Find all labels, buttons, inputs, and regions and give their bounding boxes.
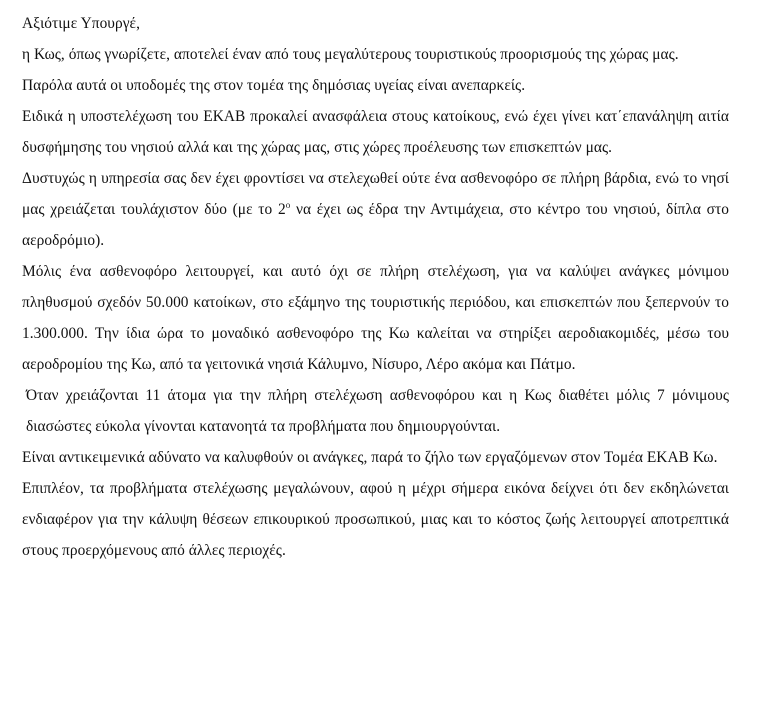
letter-body xyxy=(22,8,729,566)
paragraph-2: Παρόλα αυτά οι υποδομές της στον τομέα της δημόσιας υγείας είναι ανεπαρκείς. xyxy=(22,77,526,94)
paragraph-1: η Κως, όπως γνωρίζετε, αποτελεί έναν από τους μεγαλύτερους τουριστικούς προορισμούς της χώρας μας. xyxy=(22,46,679,63)
salutation: Αξιότιμε Υπουργέ, xyxy=(22,15,140,32)
paragraph-8: Επιπλέον, τα προβλήματα στελέχωσης μεγαλώνουν, αφού η μέχρι σήμερα εικόνα δείχνει ότι δεν εκδηλώνεται ενδιαφέρον για την κάλυψη θέσεων επικουρικού προσωπικού, μιας και το κόστος ζωής λειτουργεί αποτρεπτικά στους προερχόμενους από άλλες περιοχές. xyxy=(22,480,729,559)
paragraph-6: Όταν χρειάζονται 11 άτομα για την πλήρη στελέχωση ασθενοφόρου και η Κως διαθέτει μόλις 7 μόνιμους διασώστες εύκολα γίνονται κατανοητά τα προβλήματα που δημιουργούνται. xyxy=(26,387,729,435)
paragraph-4-text-b: να έχει ως έδρα την Αντιμάχεια, στο κέντρο του νησιού, δίπλα στο αεροδρόμιο). xyxy=(22,201,729,249)
paragraph-7: Είναι αντικειμενικά αδύνατο να καλυφθούν οι ανάγκες, παρά το ζήλο των εργαζόμενων στον Τομέα ΕΚΑΒ Κω. xyxy=(22,449,718,466)
paragraph-4-text-a: Δυστυχώς η υπηρεσία σας δεν έχει φροντίσει να στελεχωθεί ούτε ένα ασθενοφόρο σε πλήρη βάρδια, ενώ το νησί μας χρειάζεται τουλάχιστον δύο (με το 2 xyxy=(22,170,729,218)
paragraph-4 xyxy=(22,163,729,256)
paragraph-5: Μόλις ένα ασθενοφόρο λειτουργεί, και αυτό όχι σε πλήρη στελέχωση, για να καλύψει ανάγκες μόνιμου πληθυσμού σχεδόν 50.000 κατοίκων, στο εξάμηνο της τουριστικής περιόδου, και επισκεπτών που ξεπερνούν το 1.300.000. Την ίδια ώρα το μοναδικό ασθενοφόρο της Κω καλείται να στηρίξει αεροδιακομιδές, μέσω του αεροδρομίου της Κω, από τα γειτονικά νησιά Κάλυμνο, Νίσυρο, Λέρο ακόμα και Πάτμο. xyxy=(22,263,729,373)
ordinal-superscript: ο xyxy=(285,199,291,210)
paragraph-3: Ειδικά η υποστελέχωση του ΕΚΑΒ προκαλεί ανασφάλεια στους κατοίκους, ενώ έχει γίνει κατ΄επανάληψη αιτία δυσφήμησης του νησιού αλλά και της χώρας μας, στις χώρες προέλευσης των επισκεπτών μας. xyxy=(22,108,729,156)
